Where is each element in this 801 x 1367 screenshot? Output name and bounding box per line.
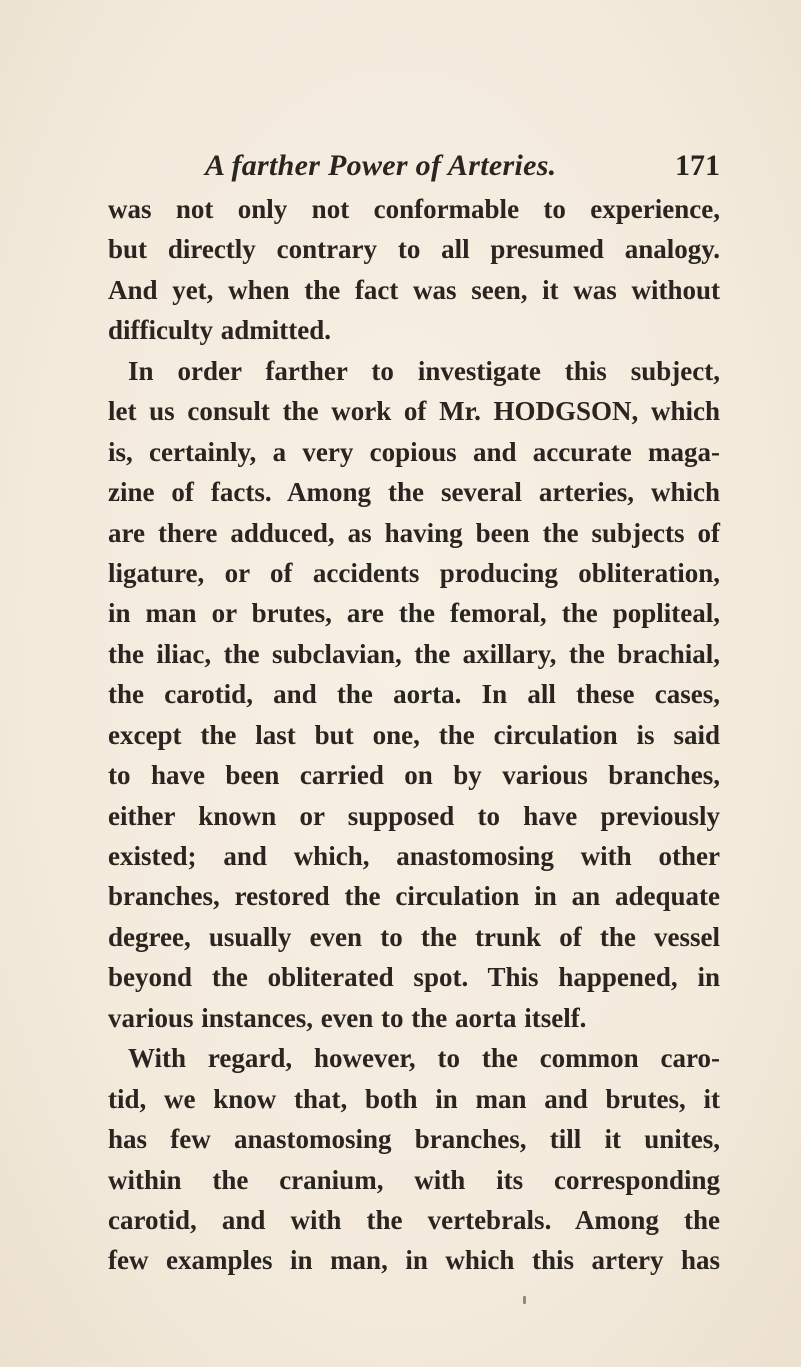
body-text <box>108 189 720 1281</box>
text-line: is, certainly, a very copious and accurate maga- <box>108 436 720 467</box>
text-line: branches, restored the circulation in an adequate <box>108 881 720 912</box>
text-line: carotid, and with the vertebrals. Among the <box>108 1204 720 1235</box>
running-head <box>205 148 720 184</box>
text-line: few examples in man, in which this artery has <box>108 1245 720 1276</box>
text-line: beyond the obliterated spot. This happened, in <box>108 962 720 993</box>
text-line: let us consult the work of Mr. HODGSON, which <box>108 396 720 427</box>
text-line: has few anastomosing branches, till it unites, <box>108 1124 720 1155</box>
text-line: And yet, when the fact was seen, it was without <box>108 274 720 305</box>
text-line: either known or supposed to have previously <box>108 800 720 831</box>
text-line: to have been carried on by various branches, <box>108 760 720 791</box>
text-line: ligature, or of accidents producing obliteration, <box>108 557 720 588</box>
running-head-title: A farther Power of Arteries. <box>205 149 557 182</box>
text-line: except the last but one, the circulation is said <box>108 719 720 750</box>
text-line: within the cranium, with its corresponding <box>108 1164 720 1195</box>
text-line: zine of facts. Among the several arteries, which <box>108 477 720 508</box>
text-line: degree, usually even to the trunk of the vessel <box>108 921 720 952</box>
text-line: difficulty admitted. <box>108 315 331 346</box>
text-line: tid, we know that, both in man and brutes, it <box>108 1083 720 1114</box>
text-line: With regard, however, to the common caro- <box>128 1043 720 1074</box>
text-line: In order farther to investigate this subject, <box>128 355 720 386</box>
text-line: but directly contrary to all presumed analogy. <box>108 234 720 265</box>
text-line: various instances, even to the aorta itself. <box>108 1002 587 1033</box>
text-line: in man or brutes, are the femoral, the popliteal, <box>108 598 720 629</box>
text-line: existed; and which, anastomosing with other <box>108 841 720 871</box>
text-line: the carotid, and the aorta. In all these cases, <box>108 679 720 710</box>
page-number: 171 <box>675 149 720 182</box>
text-line: the iliac, the subclavian, the axillary, the brachial, <box>108 638 720 669</box>
text-line: are there adduced, as having been the subjects of <box>108 517 720 548</box>
paper-speck <box>523 1296 526 1304</box>
text-line: was not only not conformable to experience, <box>108 194 720 224</box>
